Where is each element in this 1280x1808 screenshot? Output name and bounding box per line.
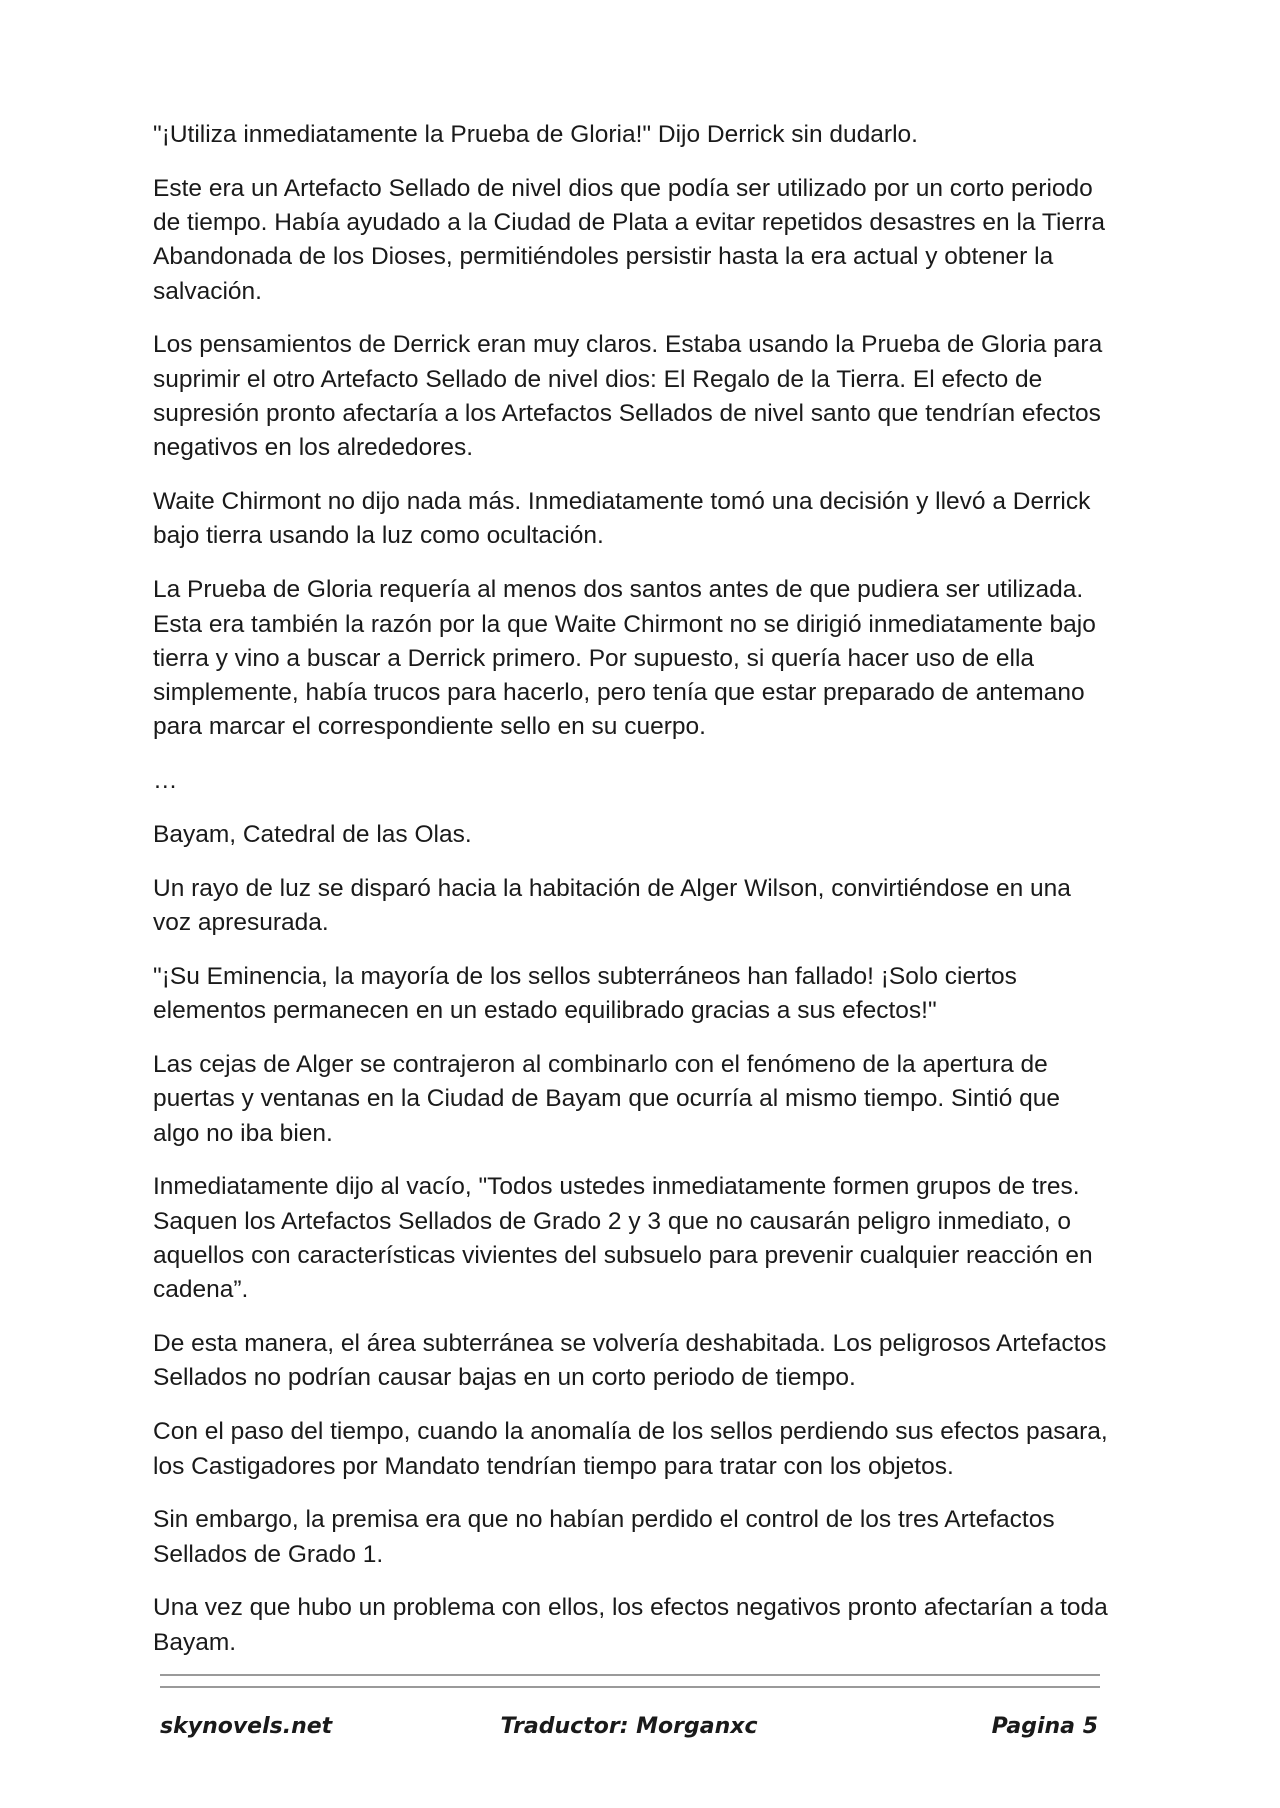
page-footer [160,1714,1098,1748]
footer-site: skynovels.net [160,1714,333,1739]
footer-divider-bottom [160,1686,1100,1688]
paragraph: Waite Chirmont no dijo nada más. Inmediatamente tomó una decisión y llevó a Derrick bajo tierra usando la luz como ocultación. [153,488,1091,550]
scene-break: … [153,767,178,795]
paragraph: Las cejas de Alger se contrajeron al combinarlo con el fenómeno de la apertura de puertas y ventanas en la Ciudad de Bayam que ocurría al mismo tiempo. Sintió que algo no iba bien. [153,1051,1061,1147]
paragraph: Un rayo de luz se disparó hacia la habitación de Alger Wilson, convirtiéndose en una voz apresurada. [153,874,1071,937]
paragraph: "¡Utiliza inmediatamente la Prueba de Gloria!" Dijo Derrick sin dudarlo. [153,121,918,148]
footer-divider-top [160,1674,1100,1676]
footer-translator: Traductor: Morganxc [500,1714,758,1739]
paragraph: Los pensamientos de Derrick eran muy claros. Estaba usando la Prueba de Gloria para suprimir el otro Artefacto Sellado de nivel dios: El Regalo de la Tierra. El efecto de supresión pronto afectaría a los Artefactos Sellados de nivel santo que tendrían efectos negativos en los alrededores. [153,331,1103,462]
paragraph: Este era un Artefacto Sellado de nivel dios que podía ser utilizado por un corto periodo de tiempo. Había ayudado a la Ciudad de Plata a evitar repetidos desastres en la Tierra Abandonada de los Dioses, permitiéndoles persistir hasta la era actual y obtener la salvación. [153,174,1105,305]
paragraph: Bayam, Catedral de las Olas. [153,821,472,849]
paragraph: Inmediatamente dijo al vacío, "Todos ustedes inmediatamente formen grupos de tres. Saquen los Artefactos Sellados de Grado 2 y 3 que no causarán peligro inmediato, o aquellos con características vivientes del subsuelo para prevenir cualquier reacción en cadena”. [153,1173,1093,1304]
paragraph: Una vez que hubo un problema con ellos, los efectos negativos pronto afectarían a toda Bayam. [153,1594,1108,1656]
paragraph: Con el paso del tiempo, cuando la anomalía de los sellos perdiendo sus efectos pasara, los Castigadores por Mandato tendrían tiempo para tratar con los objetos. [153,1418,1108,1480]
paragraph: De esta manera, el área subterránea se volvería deshabitada. Los peligrosos Artefactos Sellados no podrían causar bajas en un corto periodo de tiempo. [153,1330,1107,1392]
paragraph: "¡Su Eminencia, la mayoría de los sellos subterráneos han fallado! ¡Solo ciertos elementos permanecen en un estado equilibrado gracias a sus efectos!" [153,962,1017,1025]
footer-page-number: Pagina 5 [991,1714,1098,1739]
body-text [153,118,1113,1679]
paragraph: Sin embargo, la premisa era que no habían perdido el control de los tres Artefactos Sellados de Grado 1. [153,1506,1055,1568]
paragraph: La Prueba de Gloria requería al menos dos santos antes de que pudiera ser utilizada. Esta era también la razón por la que Waite Chirmont no se dirigió inmediatamente bajo tierra y vino a buscar a Derrick primero. Por supuesto, si quería hacer uso de ella simplemente, había trucos para hacerlo, pero tenía que estar preparado de antemano para marcar el correspondiente sello en su cuerpo. [153,576,1096,741]
